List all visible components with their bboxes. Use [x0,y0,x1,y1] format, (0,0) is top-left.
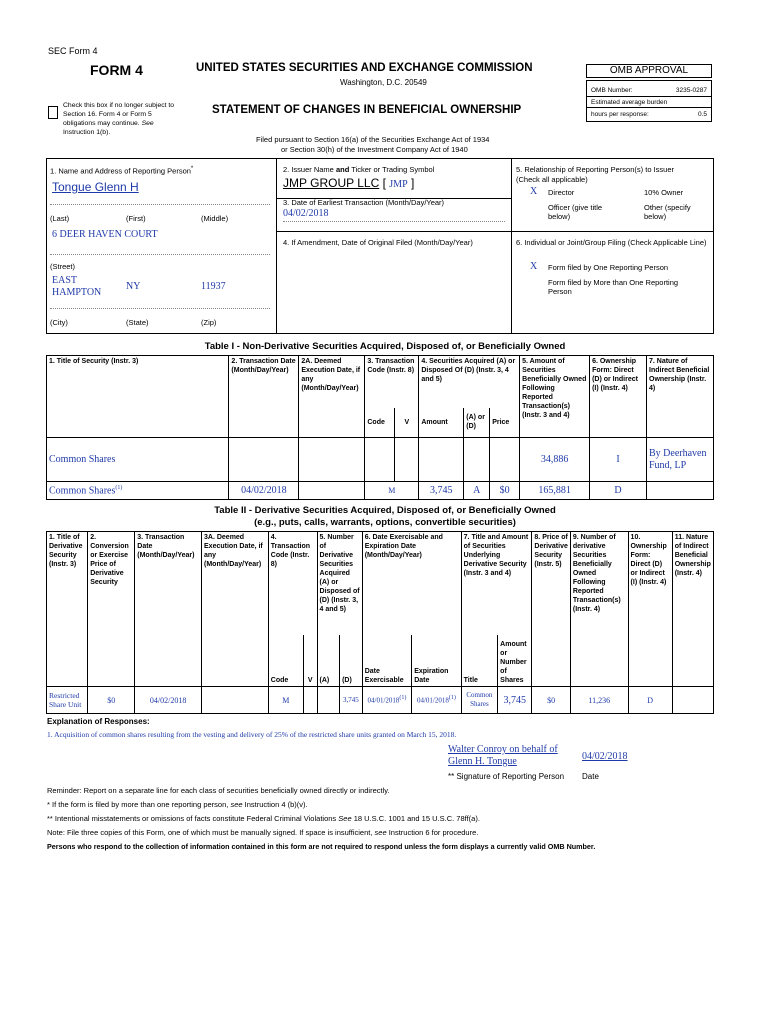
table2-title-2: (e.g., puts, calls, warrants, options, convertible securities) [254,517,516,528]
t1-h-v: V [395,408,419,438]
director-checkmark[interactable]: X [530,186,538,197]
t1-h-nature: 7. Nature of Indirect Beneficial Ownership (Instr. 4) [647,356,714,438]
other-label: Other (specify below) [644,203,691,221]
t1-r1-form: D [590,482,647,500]
omb-approval-header: OMB APPROVAL [586,64,712,78]
street-label: (Street) [50,262,76,271]
t1-r1-ad: A [464,482,490,500]
t1-r0-form: I [590,438,647,482]
t2-r0-form: D [628,687,672,714]
t2-h-date: 3. Transaction Date (Month/Day/Year) [135,532,202,687]
t2-h-exercisable: 6. Date Exercisable and Expiration Date (Month/Day/Year) [362,532,461,635]
t2-r0-deemed [202,687,269,714]
filing-checkmark[interactable]: X [530,261,538,272]
t2-h-code-sub: Code [268,635,303,687]
table2 [46,531,714,714]
t1-h-code: 3. Transaction Code (Instr. 8) [365,356,419,408]
t2-h-owned: 9. Number of derivative Securities Beneficially Owned Following Reported Transaction(s) (Instr. 4) [570,532,628,687]
omb-number-value: 3235-0287 [675,87,707,94]
hours-value: 0.5 [697,111,707,118]
t1-h-title: 1. Title of Security (Instr. 3) [47,356,229,438]
t1-r0-deemed [299,438,365,482]
t2-r0-conversion: $0 [88,687,135,714]
checkbox-text: Check this box if no longer subject to Section 16. Form 4 or Form 5 obligations may continue. See Instruction 1(b). [63,102,175,136]
filed-line-2: or Section 30(h) of the Investment Company Act of 1940 [281,145,468,154]
t2-r0-owned: 11,236 [570,687,628,714]
t1-r1-deemed [299,482,365,500]
table2-title-1: Table II - Derivative Securities Acquired, Disposed of, or Beneficially Owned [214,505,556,516]
t1-r0-owned: 34,886 [520,438,590,482]
t2-h-number: 5. Number of Derivative Securities Acquired (A) or Disposed of (D) (Instr. 3, 4 and 5) [317,532,362,635]
t2-h-nature: 11. Nature of Indirect Beneficial Ownership (Instr. 4) [672,532,713,687]
filing-more-label: Form filed by More than One Reporting Person [548,278,679,296]
t2-r0-nature [672,687,713,714]
intentional-text: ** Intentional misstatements or omissions of facts constitute Federal Criminal Violations See 18 U.S.C. 1001 and 15 U.S.C. 78ff(a). [47,814,480,823]
signature-label: ** Signature of Reporting Person [448,772,565,781]
table-row [47,438,714,482]
reporting-person-name[interactable]: Tongue Glenn H [52,180,139,194]
officer-label: Officer (give title below) [548,203,603,221]
t1-r1-nature [647,482,714,500]
signature-date: 04/02/2018 [582,751,628,762]
statement-title: STATEMENT OF CHANGES IN BENEFICIAL OWNERSHIP [212,104,522,116]
t1-r0-amount [419,438,464,482]
first-label: (First) [126,214,146,223]
t2-r0-v [303,687,317,714]
t2-h-price: 8. Price of Derivative Security (Instr. 5) [532,532,570,687]
relationship-sub: (Check all applicable) [516,175,588,184]
t1-r0-nature: By Deerhaven Fund, LP [647,438,714,482]
t1-r0-code [365,438,395,482]
t2-h-und-title: Title [461,635,498,687]
t1-h-deemed: 2A. Deemed Execution Date, if any (Month/Day/Year) [299,356,365,438]
t1-h-form: 6. Ownership Form: Direct (D) or Indirect (I) (Instr. 4) [590,356,647,438]
t1-h-date: 2. Transaction Date (Month/Day/Year) [229,356,299,438]
t2-r0-und-amount: 3,745 [498,687,532,714]
commission-title: UNITED STATES SECURITIES AND EXCHANGE COMMISSION [196,62,533,74]
t1-h-code-sub: Code [365,408,395,438]
note-text: Note: File three copies of this Form, one of which must be manually signed. If space is insufficient, see Instruction 6 for procedure. [47,828,479,837]
t1-h-ad: (A) or (D) [464,408,490,438]
reporting-person-label: 1. Name and Address of Reporting Person* [50,166,194,176]
city-label: (City) [50,318,68,327]
t2-r0-expiration: 04/01/2018$^{(1)}$ [412,687,461,714]
director-label: Director [548,188,575,197]
table1-title: Table I - Non-Derivative Securities Acquired, Disposed of, or Beneficially Owned [204,341,566,352]
table1 [46,355,714,500]
reminder-text: Reminder: Report on a separate line for each class of securities beneficially owned directly or indirectly. [47,786,390,795]
t1-r1-owned: 165,881 [520,482,590,500]
relationship-label: 5. Relationship of Reporting Person(s) to Issuer [516,165,674,174]
explanation-title: Explanation of Responses: [47,717,150,726]
state-label: (State) [126,318,149,327]
t2-h-amount-shares: Amount or Number of Shares [498,635,532,687]
t2-r0-d: 3,745 [340,687,363,714]
t2-r0-exercisable: 04/01/2018$^{(1)}$ [362,687,411,714]
t2-r0-date: 04/02/2018 [135,687,202,714]
t2-r0-title: Restricted Share Unit [47,687,88,714]
t2-r0-a [317,687,340,714]
t2-r0-price: $0 [532,687,570,714]
t2-h-form: 10. Ownership Form: Direct (D) or Indirect (I) (Instr. 4) [628,532,672,687]
t2-h-code: 4. Transaction Code (Instr. 8) [268,532,317,635]
persons-text: Persons who respond to the collection of information contained in this form are not required to respond unless the form displays a currently valid OMB Number. [47,842,596,851]
street-value: 6 DEER HAVEN COURT [52,229,158,240]
t1-r0-title: Common Shares [47,438,229,482]
location: Washington, D.C. 20549 [340,78,427,87]
t1-h-amount: Amount [419,408,464,438]
more-than-one-text: * If the form is filed by more than one reporting person, see Instruction 4 (b)(v). [47,800,308,809]
t1-r1-code: M [365,482,419,500]
last-label: (Last) [50,214,70,223]
filing-label: 6. Individual or Joint/Group Filing (Check Applicable Line) [516,238,707,247]
t2-h-d: (D) [340,635,363,687]
filed-line-1: Filed pursuant to Section 16(a) of the Securities Exchange Act of 1934 [256,135,490,144]
earliest-date-label: 3. Date of Earliest Transaction (Month/Day/Year) [283,198,445,207]
burden-label: Estimated average burden [591,99,668,106]
omb-box [586,80,712,122]
t2-r0-code: M [268,687,303,714]
t1-r1-price: $0 [490,482,520,500]
hours-label: hours per response: [591,111,649,118]
zip-label: (Zip) [201,318,217,327]
t1-r0-price [490,438,520,482]
t1-h-acquired: 4. Securities Acquired (A) or Disposed Of (D) (Instr. 3, 4 and 5) [419,356,520,408]
form-label: FORM 4 [90,62,143,78]
t1-h-price: Price [490,408,520,438]
t2-h-v: V [303,635,317,687]
city-value: EAST HAMPTON [52,275,102,298]
t2-h-date-exercisable: Date Exercisable [362,635,411,687]
omb-number-label: OMB Number: [591,87,633,94]
t2-h-title: 1. Title of Derivative Security (Instr. 3) [47,532,88,687]
issuer-label: 2. Issuer Name and Ticker or Trading Symbol [283,165,435,174]
t2-h-underlying: 7. Title and Amount of Securities Underlying Derivative Security (Instr. 3 and 4) [461,532,532,635]
t2-h-a: (A) [317,635,340,687]
date-label: Date [582,772,599,781]
earliest-date-value: 04/02/2018 [283,208,329,219]
ten-pct-label: 10% Owner [644,188,684,197]
t2-h-expiration: Expiration Date [412,635,461,687]
amendment-label: 4. If Amendment, Date of Original Filed (Month/Day/Year) [283,238,473,247]
t2-h-conversion: 2. Conversion or Exercise Price of Derivative Security [88,532,135,687]
issuer-name[interactable]: JMP GROUP LLC [ JMP ] [283,176,415,190]
t1-r1-amount: 3,745 [419,482,464,500]
middle-label: (Middle) [201,214,229,223]
zip-value: 11937 [201,281,226,292]
t1-r1-date: 04/02/2018 [229,482,299,500]
t1-h-owned: 5. Amount of Securities Beneficially Owned Following Reported Transaction(s) (Instr. 3 and 4) [520,356,590,438]
no-longer-subject-checkbox[interactable] [48,106,58,119]
t1-r0-date [229,438,299,482]
t2-h-deemed: 3A. Deemed Execution Date, if any (Month/Day/Year) [202,532,269,687]
signature-signer: Walter Conroy on behalf of Glenn H. Tongue [448,744,558,767]
table-row [47,687,714,714]
table-row [47,482,714,500]
sec-form-label: SEC Form 4 [48,46,98,56]
t1-r0-ad [464,438,490,482]
t2-r0-und-title: Common Shares [461,687,498,714]
explanation-note-1: 1. Acquisition of common shares resulting from the vesting and delivery of 25% of the restricted share units granted on March 15, 2018. [47,730,457,739]
t1-r1-title: Common Shares$^{(1)}$ [47,482,229,500]
state-value: NY [126,281,141,292]
t1-r0-v [395,438,419,482]
filing-one-label: Form filed by One Reporting Person [548,263,669,272]
